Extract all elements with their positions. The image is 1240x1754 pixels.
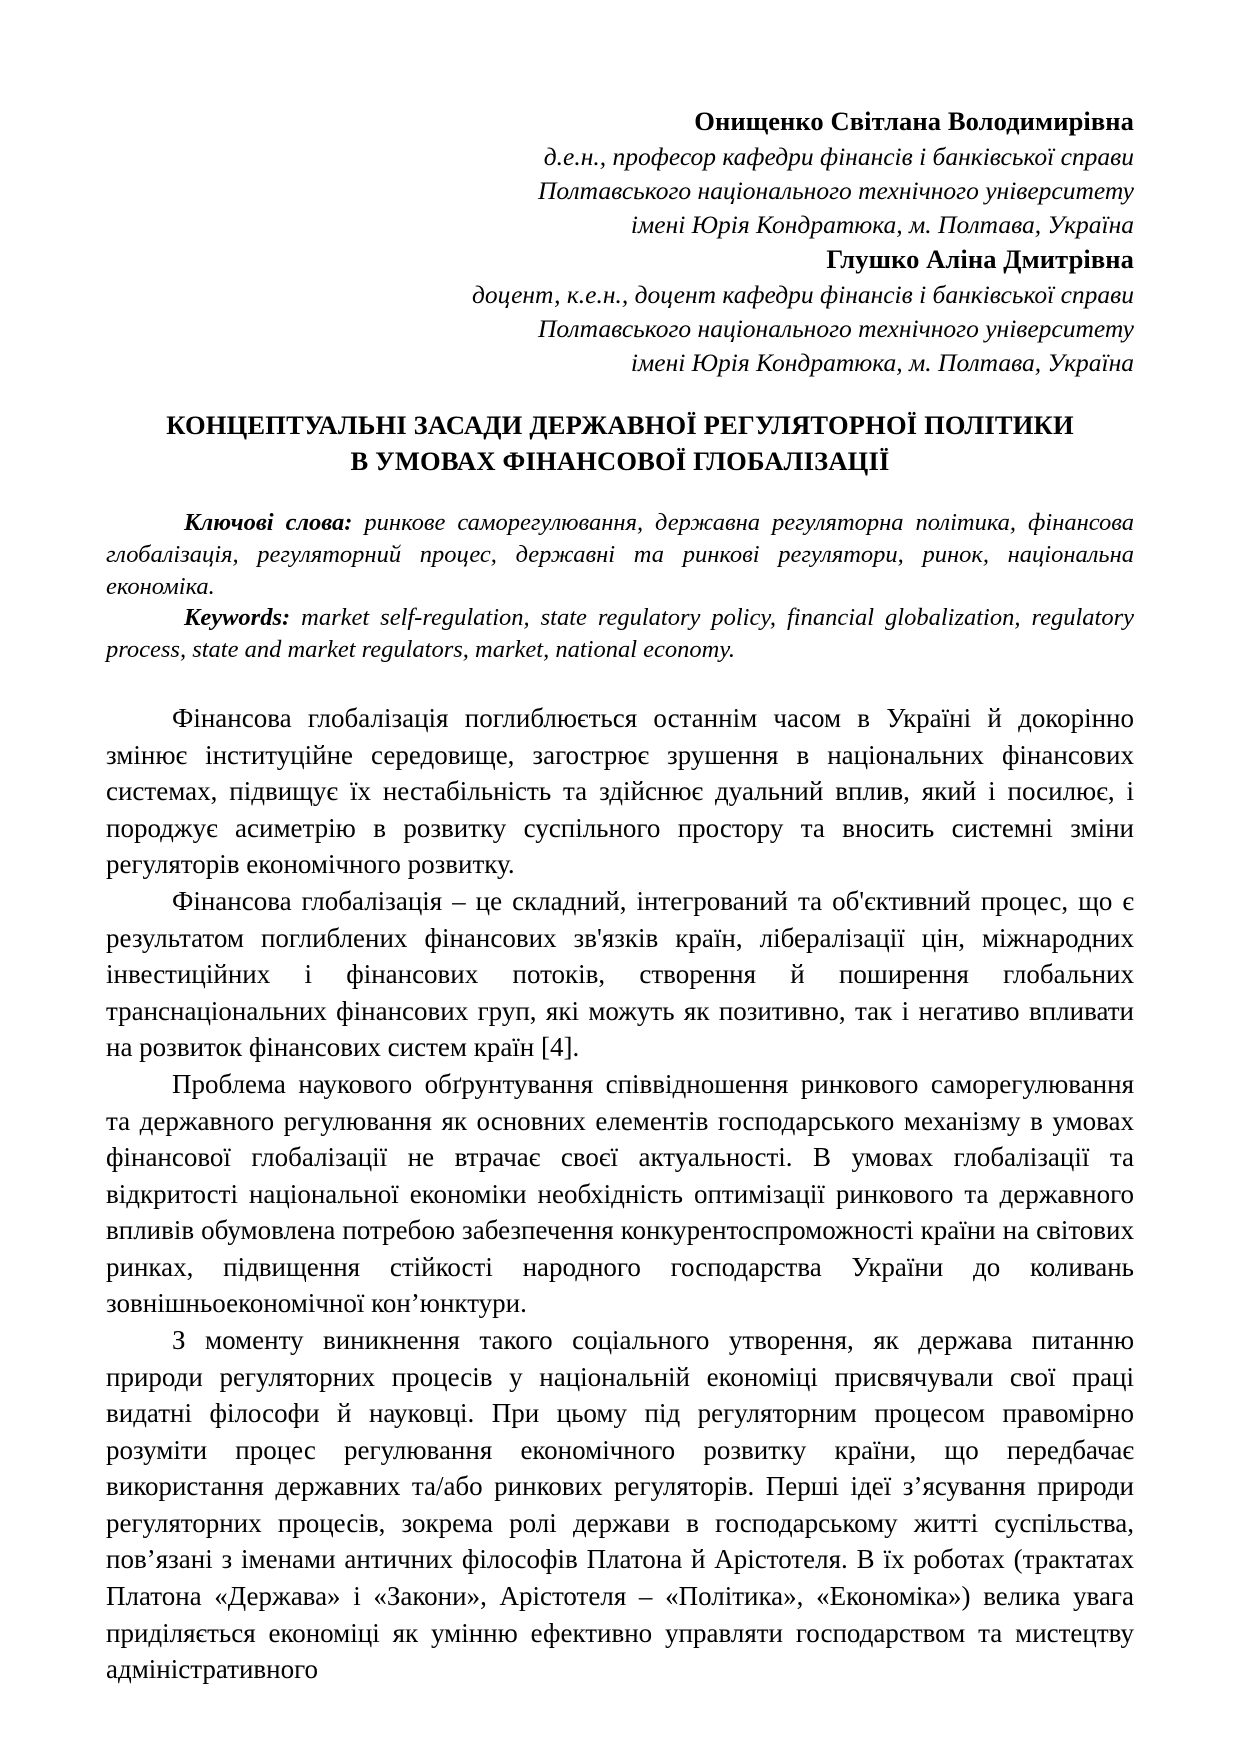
keywords-en-label: Keywords: — [184, 604, 291, 632]
author-affiliation-line: імені Юрія Кондратюка, м. Полтава, Україна — [630, 210, 1134, 240]
keywords-uk-text: ринкове саморегулювання, державна регуляторна політика, фінансова глобалізація, регуляторний процес, державні та ринкові регулятори, ринок, національна економіка. — [106, 508, 1134, 600]
body-text — [106, 700, 1134, 1688]
author-affiliation-line: імені Юрія Кондратюка, м. Полтава, Україна — [630, 348, 1134, 378]
author-affiliation-line: Полтавського національного технічного університету — [538, 314, 1134, 344]
keywords-en — [106, 602, 1134, 666]
keywords-uk-label: Ключові слова: — [184, 508, 353, 536]
author-block — [106, 104, 1134, 380]
author-affiliation-line: доцент, к.е.н., доцент кафедри фінансів і банківської справи — [472, 280, 1134, 309]
author-name-1: Онищенко Світлана Володимирівна — [694, 106, 1134, 136]
author-affiliation-line: Полтавського національного технічного університету — [538, 175, 1134, 205]
keywords-block — [106, 507, 1134, 666]
keywords-en-text: market self-regulation, state regulatory policy, financial globalization, regulatory process, state and market regulators, market, national economy. — [106, 604, 1134, 664]
author-name-2: Глушко Аліна Дмитрівна — [826, 244, 1134, 275]
page-title — [106, 408, 1134, 478]
body-paragraph: Фінансова глобалізація поглиблюється останнім часом в Україні й докорінно змінює інституційне середовище, загострює зрушення в національних фінансових системах, підвищує їх нестабільність та здійснює дуальний вплив, який і посилює, і породжує асиметрію в розвитку суспільного простору та вносить системні зміни регуляторів економічного розвитку. — [106, 703, 1134, 880]
title-line-2: В УМОВАХ ФІНАНСОВОЇ ГЛОБАЛІЗАЦІЇ — [350, 445, 890, 476]
body-paragraph: Фінансова глобалізація – це складний, інтегрований та об'єктивний процес, що є результатом поглиблених фінансових зв'язків країн, лібералізації цін, міжнародних інвестиційних і фінансових потоків, створення й поширення глобальних транснаціональних фінансових груп, які можуть як позитивно, так і негативо впливати на розвиток фінансових систем країн [4]. — [106, 886, 1134, 1063]
body-paragraph: З моменту виникнення такого соціального утворення, як держава питанню природи регуляторних процесів у національній економіці присвячували свої праці видатні філософи й науковці. При цьому під регуляторним процесом правомірно розуміти процес регулювання економічного розвитку країни, що передбачає використання державних та/або ринкових регуляторів. Перші ідеї з’ясування природи регуляторних процесів, зокрема ролі держави в господарському житті суспільства, пов’язані з іменами античних філософів Платона й Арістотеля. В їх роботах (трактатах Платона «Держава» і «Закони», Арістотеля – «Політика», «Економіка») велика увага приділяється економіці як умінню ефективно управляти господарством та мистецтву адміністративного — [106, 1324, 1134, 1685]
keywords-uk — [106, 507, 1134, 603]
title-line-1: КОНЦЕПТУАЛЬНІ ЗАСАДИ ДЕРЖАВНОЇ РЕГУЛЯТОРНОЇ ПОЛІТИКИ — [166, 410, 1074, 441]
body-paragraph: Проблема наукового обґрунтування співвідношення ринкового саморегулювання та державного регулювання як основних елементів господарського механізму в умовах фінансової глобалізації не втрачає своєї актуальності. В умовах глобалізації та відкритості національної економіки необхідність оптимізації ринкового та державного впливів обумовлена потребою забезпечення конкурентоспроможності країни на світових ринках, підвищення стійкості народного господарства України до коливань зовнішньоекономічної кон’юнктури. — [106, 1068, 1134, 1319]
author-affiliation-line: д.е.н., професор кафедри фінансів і банківської справи — [543, 141, 1134, 171]
